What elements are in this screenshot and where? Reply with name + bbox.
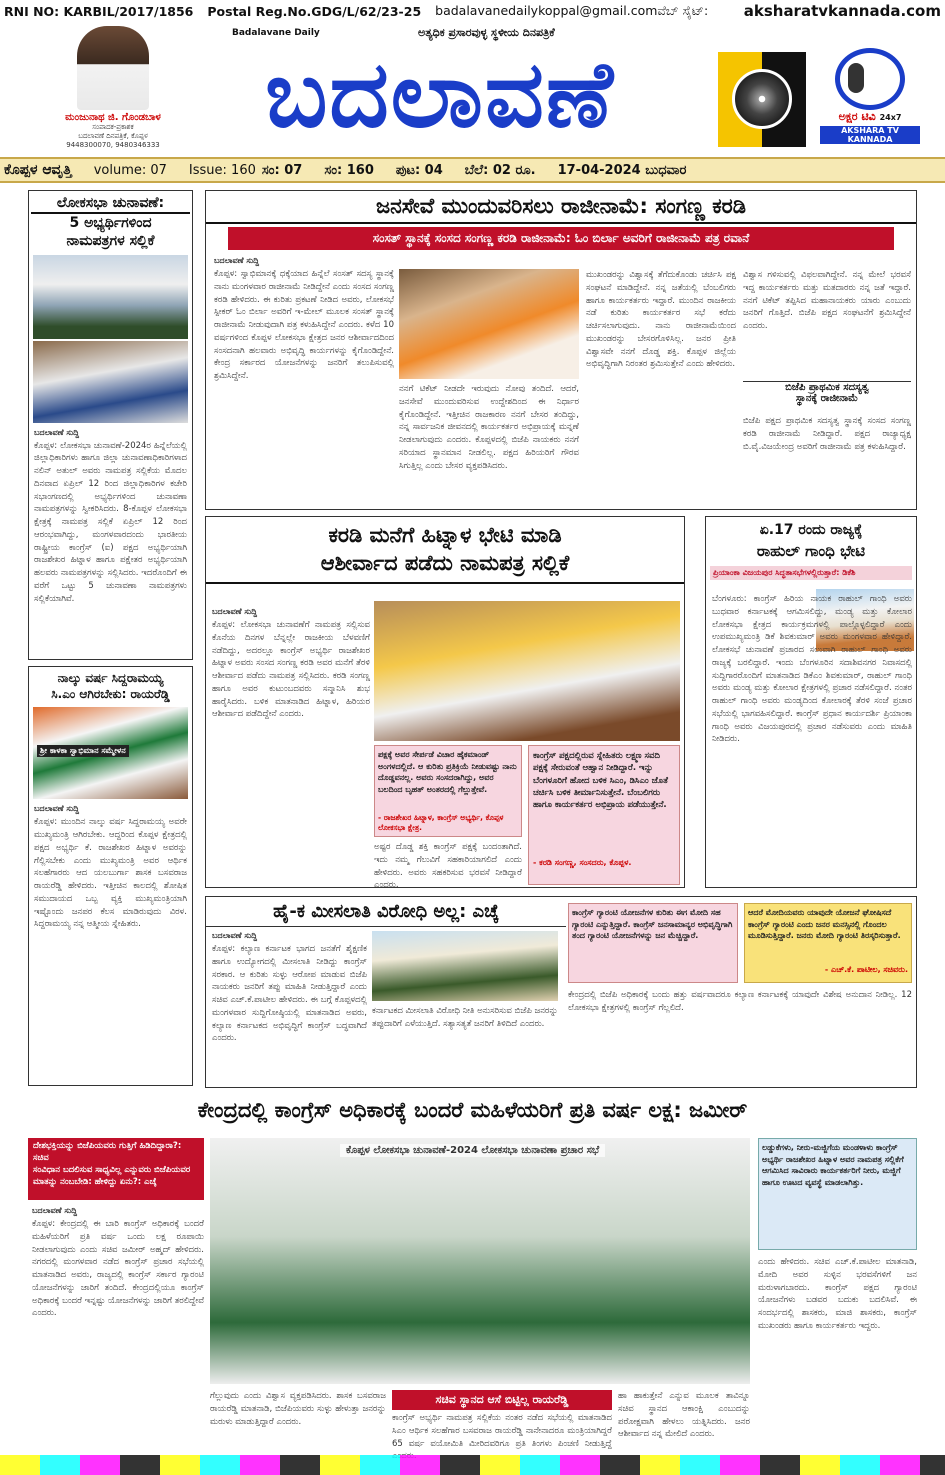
left2-head1: ನಾಲ್ಕು ವರ್ಷ ಸಿದ್ದರಾಮಯ್ಯ — [57, 671, 164, 685]
volume: volume: 07 — [93, 162, 167, 178]
bottom-headline: ಕೇಂದ್ರದಲ್ಲಿ ಕಾಂಗ್ರೆಸ್ ಅಧಿಕಾರಕ್ಕೆ ಬಂದರೆ ಮಹಿಳೆಯರಿಗೆ ಪ್ರತಿ ವರ್ಷ ಲಕ್ಷ: ಜಮೀರ್ — [197, 1098, 748, 1122]
left2-photo — [33, 707, 188, 799]
rahul-head2: ರಾಹುಲ್ ಗಾಂಧಿ ಭೇಟಿ — [756, 541, 866, 560]
sam: ಸಂ: 07 — [261, 162, 303, 178]
hk-quote2-box — [744, 903, 912, 983]
left2-body: ಕೊಪ್ಪಳ: ಮುಂದಿನ ನಾಲ್ಕು ವರ್ಷ ಸಿದ್ದರಾಮಯ್ಯ ಅವರೇ ಮುಖ್ಯಮಂತ್ರಿ ಆಗಿರಬೇಕು. ಆದ್ದರಿಂದ ಕೊಪ್ಪಳ ಕ್ಷೇತ್ರದಲ್ಲಿ ಪಕ್ಷದ ಅಭ್ಯರ್ಥಿ ಕೆ. ರಾಜಶೇಖರ ಹಿಟ್ನಾಳ ಅವರನ್ನು ಗೆಲ್ಲಿಸಬೇಕು ಎಂದು ಮುಖ್ಯಮಂತ್ರಿ ಅವರ ಆರ್ಥಿಕ ಸಲಹೆಗಾರರು ಆದ ಯಲಬುರ್ಗಾ ಶಾಸಕ ಬಸವರಾಜ ರಾಯರೆಡ್ಡಿ ಹೇಳಿದರು. ಇತ್ತೀಚಿನ ಕಾಲದಲ್ಲಿ ಶೋಷಿತ ಸಮುದಾಯದ ಒಬ್ಬ ವ್ಯಕ್ತಿ ಮುಖ್ಯಮಂತ್ರಿಯಾಗಿ ಇಷ್ಟೊಂದು ಜನಪರ ಕೆಲಸ ಮಾಡಿರುವುದು ವಿರಳ. ಸಿದ್ದರಾಮಯ್ಯ ನನ್ನ ಆತ್ಮೀಯ ಸ್ನೇಹಿತರು. — [34, 817, 187, 930]
left1-head1: ಲೋಕಸಭಾ ಚುನಾವಣೆ: — [31, 194, 190, 214]
middle-quote1-by: - ರಾಜಶೇಖರ ಹಿಟ್ನಾಳ, ಕಾಂಗ್ರೆಸ್ ಅಭ್ಯರ್ಥಿ, ಕೊಪ್ಪಳ ಲೋಕಸಭಾ ಕ್ಷೇತ್ರ. — [378, 813, 504, 832]
bottom-sub-head: ಸಚಿವ ಸ್ಥಾನದ ಆಸೆ ಬಿಟ್ಟಿಲ್ಲ ರಾಯರೆಡ್ಡಿ — [392, 1390, 612, 1410]
hk-article — [205, 896, 917, 1088]
bottom-article — [28, 1096, 917, 1451]
edition: ಕೊಪ್ಪಳ ಆವೃತ್ತಿ — [4, 162, 72, 178]
lead-col1: ಕೊಪ್ಪಳ: ಸ್ವಾಭಿಮಾನಕ್ಕೆ ಧಕ್ಕೆಯಾದ ಹಿನ್ನೆಲೆ ಸಂಸತ್ ಸದಸ್ಯ ಸ್ಥಾನಕ್ಕೆ ನಾನು ಮಂಗಳವಾರ ರಾಜೀನಾಮೆ ನೀಡಿದ್ದೇನೆ ಎಂದು ಸಂಸದ ಸಂಗಣ್ಣ ಕರಡಿ ಹೇಳಿದರು. ಈ ಕುರಿತು ಪ್ರಕಟಣೆ ನೀಡಿದ ಅವರು, ಲೋಕಸಭೆ ಸ್ಪೀಕರ್ ಓಂ ಬಿರ್ಲಾ ಅವರಿಗೆ ಇ-ಮೇಲ್ ಮೂಲಕ ಸಂಸತ್ ಸ್ಥಾನಕ್ಕೆ ರಾಜೀನಾಮೆ ನೀಡುವುದಾಗಿ ಪತ್ರ ಕಳುಹಿಸಿದ್ದೇನೆ ಎಂದರು. ಕಳೆದ 10 ವರ್ಷಗಳಿಂದ ಕೊಪ್ಪಳ ಲೋಕಸಭಾ ಕ್ಷೇತ್ರದ ಜನರ ಆಶೀರ್ವಾದದಿಂದ ಸಂಸದನಾಗಿ ಹಲವಾರು ಅಭಿವೃದ್ಧಿ ಕಾರ್ಯಗಳನ್ನು ಕೈಗೊಂಡಿದ್ದೇನೆ. ಕೇಂದ್ರ ಸರ್ಕಾರದ ಯೋಜನೆಗಳನ್ನು ಜನರಿಗೆ ತಲುಪಿಸುವಲ್ಲಿ ಶ್ರಮಿಸಿದ್ದೇನೆ. — [214, 269, 394, 381]
print-color-bar — [0, 1455, 945, 1475]
bottom-caption-body: ಗೆಲ್ಲುವುದು ಎಂದು ವಿಶ್ವಾಸ ವ್ಯಕ್ತಪಡಿಸಿದರು. ಶಾಸಕ ಬಸವರಾಜ ರಾಯರೆಡ್ಡಿ ಮಾತನಾಡಿ, ಬಿಜೆಪಿಯವರು ಸುಳ್ಳು ಹೇಳುತ್ತಾ ಜನರನ್ನು ಮರುಳು ಮಾಡುತ್ತಿದ್ದಾರೆ ಎಂದರು. — [210, 1391, 386, 1427]
middle-head2: ಆಶೀರ್ವಾದ ಪಡೆದು ನಾಮಪತ್ರ ಸಲ್ಲಿಕೆ — [320, 551, 570, 576]
left1-head3: ನಾಮಪತ್ರಗಳ ಸಲ್ಲಿಕೆ — [66, 233, 155, 250]
left-article-nominations — [28, 190, 193, 660]
issue: Issue: 160 — [188, 162, 256, 178]
logo-tagline: ಅತ್ಯಧಿಕ ಪ್ರಸಾರವುಳ್ಳ ಸ್ಥಳೀಯ ದಿನಪತ್ರಿಕೆ — [418, 26, 555, 39]
hk-quote1-box — [568, 903, 738, 983]
lead-col4: ವಿಶ್ವಾಸ ಗಳಿಸುವಲ್ಲಿ ವಿಫಲವಾಗಿದ್ದೇನೆ. ನನ್ನ ಮೇಲೆ ಭರವಸೆ ಇದ್ದ ಕಾರ್ಯಕರ್ತರು ಮತ್ತು ಮತದಾರರು ನನ್ನ ಜತೆ ಇದ್ದಾರೆ. ನನಗೆ ಟಿಕೆಟ್ ತಪ್ಪಿಸಿದ ಮಹಾನಾಯಕರು ಯಾರು ಎಂಬುದು ಜನರಿಗೆ ಗೊತ್ತಿದೆ. ಬಿಜೆಪಿ ಪಕ್ಷದ ಸಂಘಟನೆಗೆ ಶ್ರಮಿಸಿದ್ದೇನೆ ಎಂದರು. — [743, 270, 911, 331]
hk-byline: ಬದಲಾವಣೆ ಸುದ್ದಿ — [212, 931, 258, 940]
compass-emblem — [718, 52, 806, 147]
hk-headline: ಹೈ-ಕ ಮೀಸಲಾತಿ ವಿರೋಧಿ ಅಲ್ಲ: ಎಚ್ಕೆ — [206, 897, 566, 927]
lead-subhead: ಸಂಸತ್ ಸ್ಥಾನಕ್ಕೆ ಸಂಸದ ಸಂಗಣ್ಣ ಕರಡಿ ರಾಜೀನಾಮೆ: ಓಂ ಬಿರ್ಲಾ ಅವರಿಗೆ ರಾಜೀನಾಮೆ ಪತ್ರ ರವಾನೆ — [228, 227, 894, 250]
akshara-tv-logo — [820, 42, 920, 152]
lead-photo — [399, 269, 579, 379]
masthead — [0, 22, 945, 157]
middle-byline: ಬದಲಾವಣೆ ಸುದ್ದಿ — [212, 607, 258, 616]
bottom-right-quote-box — [758, 1138, 917, 1250]
lead-col4b: ಬಿಜೆಪಿ ಪಕ್ಷದ ಪ್ರಾಥಮಿಕ ಸದಸ್ಯತ್ವ ಸ್ಥಾನಕ್ಕೆ ಸಂಸದ ಸಂಗಣ್ಣ ಕರಡಿ ರಾಜೀನಾಮೆ ನೀಡಿದ್ದಾರೆ. ಪಕ್ಷದ ರಾಜ್ಯಾಧ್ಯಕ್ಷ ಬಿ.ವೈ.ವಿಜಯೇಂದ್ರ ಅವರಿಗೆ ರಾಜೀನಾಮೆ ಪತ್ರ ಕಳುಹಿಸಿದ್ದಾರೆ. — [743, 416, 911, 452]
left1-photo-1 — [33, 255, 188, 339]
editor-phone: 9448300070, 9480346333 — [66, 140, 160, 149]
lead-article — [205, 190, 917, 510]
bottom-banner-text: ಕೊಪ್ಪಳ ಲೋಕಸಭಾ ಚುನಾವಣೆ-2024 ಲೋಕಸಭಾ ಚುನಾವಣಾ ಪ್ರಚಾರ ಸಭೆ — [340, 1144, 605, 1157]
editor-photo — [77, 26, 149, 110]
bottom-body: ಕೊಪ್ಪಳ: ಕೇಂದ್ರದಲ್ಲಿ ಈ ಬಾರಿ ಕಾಂಗ್ರೆಸ್ ಅಧಿಕಾರಕ್ಕೆ ಬಂದರೆ ಮಹಿಳೆಯರಿಗೆ ಪ್ರತಿ ವರ್ಷ ಒಂದು ಲಕ್ಷ ರೂಪಾಯಿ ನೀಡಲಾಗುವುದು ಎಂದು ಸಚಿವ ಜಮೀರ್ ಅಹ್ಮದ್ ಹೇಳಿದರು. ನಗರದಲ್ಲಿ ಮಂಗಳವಾರ ನಡೆದ ಕಾಂಗ್ರೆಸ್ ಪ್ರಚಾರ ಸಭೆಯಲ್ಲಿ ಮಾತನಾಡಿದ ಅವರು, ರಾಜ್ಯದಲ್ಲಿ ಕಾಂಗ್ರೆಸ್ ಸರ್ಕಾರ ಗ್ಯಾರಂಟಿ ಯೋಜನೆಗಳನ್ನು ಜಾರಿಗೆ ತಂದಿದೆ. ಕೇಂದ್ರದಲ್ಲಿಯೂ ಕಾಂಗ್ರೆಸ್ ಅಧಿಕಾರಕ್ಕೆ ಬಂದರೆ ಇನ್ನಷ್ಟು ಯೋಜನೆಗಳನ್ನು ಜಾರಿಗೆ ತರಲಿದ್ದೇವೆ ಎಂದರು. — [32, 1219, 204, 1319]
middle-quote1: ಪಕ್ಷಕ್ಕೆ ಅವರ ಸೇರ್ಪಡೆ ವಿಚಾರ ಹೈಕಮಾಂಡ್ ಅಂಗಳದಲ್ಲಿದೆ. ಆ ಕುರಿತು ಪ್ರತಿಕ್ರಿಯೆ ನೀಡುವಷ್ಟು ನಾನು ದೊಡ್ಡವನಲ್ಲ. ಅವರು ಸಂಸದರಾಗಿದ್ದು, ಅವರ ಬಲದಿಂದ ಬೃಹತ್ ಅಂತರದಲ್ಲಿ ಗೆಲ್ಲುತ್ತೇವೆ. — [378, 750, 517, 794]
bottom-points-box — [28, 1138, 204, 1200]
price: ಬೆಲೆ: 02 ರೂ. — [464, 162, 536, 178]
editor-name: ಮಂಜುನಾಥ ಜಿ. ಗೊಂಡಬಾಳ — [65, 112, 161, 123]
atv-english: AKSHARA TV KANNADA — [820, 126, 920, 144]
rni-number: RNI NO: KARBIL/2017/1856 — [4, 3, 194, 19]
edition-info-bar — [0, 157, 945, 183]
atv-name: ಅಕ್ಷರ ಟಿವಿ — [838, 110, 876, 123]
left1-head2: 5 ಅಭ್ಯರ್ಥಿಗಳಿಂದ — [69, 215, 152, 232]
top-info-line — [0, 0, 945, 22]
hk-body2: ಕರ್ನಾಟಕದ ಮೀಸಲಾತಿ ವಿರೋಧಿ ನೀತಿ ಅನುಸರಿಸುವ ಬಿಜೆಪಿ ಜನರನ್ನು ತಪ್ಪುದಾರಿಗೆ ಎಳೆಯುತ್ತಿದೆ. ಸತ್ಯಾಸತ್ಯತೆ ಜನರಿಗೆ ತಿಳಿದಿದೆ ಎಂದರು. — [372, 1006, 558, 1029]
bottom-point1: ದೇಶಭಕ್ತಿಯನ್ನು ಬಿಜೆಪಿಯವರು ಗುತ್ತಿಗೆ ಹಿಡಿದಿದ್ದಾರಾ?: ಸಚಿವ — [33, 1141, 182, 1163]
bottom-byline: ಬದಲಾವಣೆ ಸುದ್ದಿ — [32, 1206, 78, 1215]
editor-photo-box — [58, 26, 168, 161]
lead-headline: ಜನಸೇವೆ ಮುಂದುವರಿಸಲು ರಾಜೀನಾಮೆ: ಸಂಗಣ್ಣ ಕರಡಿ — [206, 191, 916, 224]
website: aksharatvkannada.com — [743, 2, 941, 20]
compass-rose-icon — [732, 69, 792, 129]
lead-byline: ಬದಲಾವಣೆ ಸುದ್ದಿ — [214, 256, 260, 265]
middle-body: ಕೊಪ್ಪಳ: ಲೋಕಸಭಾ ಚುನಾವಣೆಗೆ ನಾಮಪತ್ರ ಸಲ್ಲಿಸುವ ಕೊನೆಯ ದಿನಗಳ ಬೆನ್ನಲ್ಲೇ ರಾಜಕೀಯ ಬೆಳವಣಿಗೆ ನಡೆದಿದ್ದು, ಅದರಲ್ಲೂ ಕಾಂಗ್ರೆಸ್ ಅಭ್ಯರ್ಥಿ ರಾಜಶೇಖರ ಹಿಟ್ನಾಳ ಅವರು ಸಂಸದ ಸಂಗಣ್ಣ ಕರಡಿ ಅವರ ಮನೆಗೆ ತೆರಳಿ ಆಶೀರ್ವಾದ ಪಡೆದು ನಾಮಪತ್ರ ಸಲ್ಲಿಸಿದರು. ಕರಡಿ ಸಂಗಣ್ಣ ಹಾಗೂ ಅವರ ಕುಟುಂಬದವರು ಸನ್ಮಾನಿಸಿ ಶುಭ ಹಾರೈಸಿದರು. ಬಳಿಕ ಮಾತನಾಡಿದ ಹಿಟ್ನಾಳ, ಹಿರಿಯರ ಆಶೀರ್ವಾದ ಪಡೆದಿದ್ದೇನೆ ಎಂದರು. — [212, 620, 370, 720]
middle-col2: ಅಷ್ಟರ ದೊಡ್ಡ ಶಕ್ತಿ ಕಾಂಗ್ರೆಸ್ ಪಕ್ಷಕ್ಕೆ ಬಂದಂತಾಗಿದೆ. ಇದು ನಮ್ಮ ಗೆಲುವಿಗೆ ಸಹಕಾರಿಯಾಗಲಿದೆ ಎಂದು ಹೇಳಿದರು. ಅವರು ಸಹಕರಿಸುವ ಭರವಸೆ ನೀಡಿದ್ದಾರೆ ಎಂದರು. — [374, 842, 522, 891]
rahul-article — [705, 516, 917, 888]
left2-byline: ಬದಲಾವಣೆ ಸುದ್ದಿ — [34, 804, 80, 814]
rahul-strip: ಪ್ರಿಯಾಂಕಾ ವಿಜಯಪುರ ಸಿದ್ಧತಾಸಭೆಗಳಲ್ಲಿರುತ್ತಾರೆ: ಡಿಕೆಶಿ — [710, 566, 912, 580]
email: badalavanedailykoppal@gmail.comವೆಬ್ ಸೈಟ್: — [435, 3, 709, 18]
bottom-photo — [210, 1138, 750, 1384]
atv-badge: 24x7 — [879, 113, 902, 122]
page-number: ಪುಟ: 04 — [395, 162, 443, 178]
middle-quote1-box — [374, 745, 522, 837]
date: 17-04-2024 ಬುಧವಾರ — [557, 162, 687, 178]
lead-col2: ನನಗೆ ಟಿಕೆಟ್ ನೀಡದೇ ಇರುವುದು ನೋವು ತಂದಿದೆ. ಆದರೆ, ಜನಸೇವೆ ಮುಂದುವರಿಸುವ ಉದ್ದೇಶದಿಂದ ಈ ನಿರ್ಧಾರ ಕೈಗೊಂಡಿದ್ದೇನೆ. ಇತ್ತೀಚಿನ ರಾಜಕಾರಣ ನನಗೆ ಬೇಸರ ತಂದಿದ್ದು, ನನ್ನ ಸಾರ್ವಜನಿಕ ಜೀವನದಲ್ಲಿ ಕಾರ್ಯಕರ್ತರ ಅಭಿಪ್ರಾಯಕ್ಕೆ ಮನ್ನಣೆ ನೀಡಲಾಗುವುದು ಎಂದರು. ಕೊಪ್ಪಳದಲ್ಲಿ ಬಿಜೆಪಿ ನಾಯಕರು ನನಗೆ ಸರಿಯಾದ ಸ್ಥಾನಮಾನ ನೀಡಲಿಲ್ಲ. ಪಕ್ಷದ ಹಿರಿಯರಿಗೆ ಗೌರವ ಸಿಗುತ್ತಿಲ್ಲ ಎಂದು ಬೇಸರ ವ್ಯಕ್ತಪಡಿಸಿದರು. — [399, 384, 579, 471]
rahul-body: ಬೆಂಗಳೂರು: ಕಾಂಗ್ರೆಸ್ ಹಿರಿಯ ನಾಯಕ ರಾಹುಲ್ ಗಾಂಧಿ ಅವರು ಬುಧವಾರ ಕರ್ನಾಟಕಕ್ಕೆ ಆಗಮಿಸಲಿದ್ದು, ಮಂಡ್ಯ ಮತ್ತು ಕೋಲಾರ ಲೋಕಸಭಾ ಕ್ಷೇತ್ರದ ಕಾರ್ಯಕ್ರಮಗಳಲ್ಲಿ ಪಾಲ್ಗೊಳ್ಳಲಿದ್ದಾರೆ ಎಂದು ಉಪಮುಖ್ಯಮಂತ್ರಿ ಡಿಕೆ ಶಿವಕುಮಾರ್ ಅವರು ಮಂಗಳವಾರ ಹೇಳಿದ್ದಾರೆ. ಲೋಕಸಭೆ ಚುನಾವಣೆ ಪ್ರಚಾರದ ಸಲುವಾಗಿ ರಾಹುಲ್ ಗಾಂಧಿ ಅವರು ರಾಜ್ಯಕ್ಕೆ ಬರಲಿದ್ದಾರೆ. ಇಂದು ಬೆಂಗಳೂರಿನ ಸದಾಶಿವನಗರ ನಿವಾಸದಲ್ಲಿ ಸುದ್ದಿಗಾರರೊಂದಿಗೆ ಮಾತನಾಡಿದ ಡಿಕೆಎಂ ಶಿವಕುಮಾರ್, ರಾಹುಲ್ ಗಾಂಧಿ ಅವರು ಮಂಡ್ಯ ಮತ್ತು ಕೋಲಾರ ಕ್ಷೇತ್ರಗಳಲ್ಲಿ ಪ್ರಚಾರ ನಡೆಸಲಿದ್ದಾರೆ. ನಂತರ ರಾಹುಲ್ ಗಾಂಧಿ ಅವರು ಮಂಡ್ಯದಿಂದ ಕೋಲಾರಕ್ಕೆ ತೆರಳಿ ಸಂಜೆ ಪ್ರಚಾರ ಸಭೆಯಲ್ಲಿ ಭಾಗವಹಿಸಲಿದ್ದಾರೆ. ಕಾಂಗ್ರೆಸ್ ಪ್ರಧಾನ ಕಾರ್ಯದರ್ಶಿ ಪ್ರಿಯಾಂಕಾ ಗಾಂಧಿ ಅವರು ವಿಜಯಪುರದಲ್ಲಿ ಪ್ರಚಾರ ನಡೆಸುವರು ಎಂದು ಮಾಹಿತಿ ನೀಡಿದರು. — [712, 594, 912, 745]
sanchike: ಸಂ: 160 — [324, 162, 374, 178]
hk-photo — [372, 931, 558, 1001]
middle-quote2-box — [528, 745, 680, 885]
rahul-head1: ಏ.17 ರಂದು ರಾಜ್ಯಕ್ಕೆ — [759, 522, 863, 538]
hk-body3: ಕೇಂದ್ರದಲ್ಲಿ ಬಿಜೆಪಿ ಅಧಿಕಾರಕ್ಕೆ ಬಂದು ಹತ್ತು ವರ್ಷವಾದರೂ ಕಲ್ಯಾಣ ಕರ್ನಾಟಕಕ್ಕೆ ಯಾವುದೇ ವಿಶೇಷ ಅನುದಾನ ನೀಡಿಲ್ಲ. 12 ಲೋಕಸಭಾ ಕ್ಷೇತ್ರಗಳಲ್ಲಿ ಕಾಂಗ್ರೆಸ್ ಗೆಲ್ಲಲಿದೆ. — [568, 990, 912, 1013]
newspaper-title: ಬದಲಾವಣೆ — [265, 41, 615, 148]
bottom-point2: ಸಂವಿಧಾನ ಬದಲಿಸುವ ಸಾಧ್ಯವಿಲ್ಲ ಎನ್ನುವರು ಬಿಜೆಪಿಯವರ ಮಾತನ್ನು ನಂಬಬೇಡಿ: ಹೇಳಿದ್ದು ಏನು?: ಎಚ್ಕೆ — [33, 1164, 191, 1187]
microphone-icon — [835, 48, 905, 110]
lead-box-title2: ಸ್ಥಾನಕ್ಕೆ ರಾಜೀನಾಮೆ — [795, 393, 859, 404]
bottom-right-quote: ಲಡ್ಡುಕೆಗಳು, ನೀರು-ಮಜ್ಜಿಗೆಯ ಮಂಡಳಾಳು ಕಾಂಗ್ರೆಸ್ ಅಭ್ಯರ್ಥಿ ರಾಜಶೇಖರ ಹಿಟ್ನಾಳ ಅವರ ನಾಮಪತ್ರ ಸಲ್ಲಿಕೆಗೆ ಆಗಮಿಸಿದ ಸಾವಿರಾರು ಕಾರ್ಯಕರ್ತರಿಗೆ ನೀರು, ಮಜ್ಜಿಗೆ ಹಾಗೂ ಊಟದ ವ್ಯವಸ್ಥೆ ಮಾಡಲಾಗಿತ್ತು. — [762, 1143, 904, 1187]
lead-box-title1: ಬಿಜೆಪಿ ಪ್ರಾಥಮಿಕ ಸದಸ್ಯತ್ವ — [785, 382, 869, 393]
bottom-right-body: ಎಂದು ಹೇಳಿದರು. ಸಚಿವ ಎಚ್.ಕೆ.ಪಾಟೀಲ ಮಾತನಾಡಿ, ಮೋದಿ ಅವರ ಸುಳ್ಳಿನ ಭರವಸೆಗಳಿಗೆ ಜನ ಮರುಳಾಗಬಾರದು. ಕಾಂಗ್ರೆಸ್ ಪಕ್ಷದ ಗ್ಯಾರಂಟಿ ಯೋಜನೆಗಳು ಬಡವರ ಬದುಕು ಬದಲಿಸಿವೆ. ಈ ಸಂದರ್ಭದಲ್ಲಿ ಶಾಸಕರು, ಮಾಜಿ ಶಾಸಕರು, ಕಾಂಗ್ರೆಸ್ ಮುಖಂಡರು ಹಾಗೂ ಕಾರ್ಯಕರ್ತರು ಇದ್ದರು. — [758, 1257, 917, 1331]
hk-body: ಕೊಪ್ಪಳ: ಕಲ್ಯಾಣ ಕರ್ನಾಟಕ ಭಾಗದ ಜನತೆಗೆ ಶೈಕ್ಷಣಿಕ ಹಾಗೂ ಉದ್ಯೋಗದಲ್ಲಿ ಮೀಸಲಾತಿ ನೀಡಿದ್ದು ಕಾಂಗ್ರೆಸ್ ಸರಕಾರ. ಆ ಕುರಿತು ಸುಳ್ಳು ಆರೋಪ ಮಾಡುವ ಬಿಜೆಪಿ ನಾಯಕರು ಜನರಿಗೆ ತಪ್ಪು ಮಾಹಿತಿ ನೀಡುತ್ತಿದ್ದಾರೆ ಎಂದು ಸಚಿವ ಎಚ್.ಕೆ.ಪಾಟೀಲ ಹೇಳಿದರು. ಈ ಬಗ್ಗೆ ಕೊಪ್ಪಳದಲ್ಲಿ ಮಂಗಳವಾರ ಸುದ್ದಿಗೋಷ್ಠಿಯಲ್ಲಿ ಮಾತನಾಡಿದ ಅವರು, ಕಲ್ಯಾಣ ಕರ್ನಾಟಕದ ಅಭಿವೃದ್ಧಿಗೆ ಕಾಂಗ್ರೆಸ್ ಬದ್ಧವಾಗಿದೆ ಎಂದರು. — [212, 944, 367, 1044]
left1-byline: ಬದಲಾವಣೆ ಸುದ್ದಿ — [34, 427, 80, 437]
lead-col3: ಮುಖಂಡರನ್ನು ವಿಶ್ವಾಸಕ್ಕೆ ತೆಗೆದುಕೊಂಡು ಚರ್ಚಿಸಿ ಪಕ್ಷ ಸಂಘಟನೆ ಮಾಡಿದ್ದೇನೆ. ನನ್ನ ಜತೆಯಲ್ಲಿ ಬೆಂಬಲಿಗರು ಹಾಗೂ ಕಾರ್ಯಕರ್ತರು ಇದ್ದಾರೆ. ಮುಂದಿನ ರಾಜಕೀಯ ನಡೆ ಕುರಿತು ಕಾರ್ಯಕರ್ತರ ಸಭೆ ಕರೆದು ಚರ್ಚಿಸಲಾಗುವುದು. ನಾನು ರಾಜೀನಾಮೆಯಿಂದ ಮುಖಂಡರನ್ನು ಬೇಸರಗೊಳಿಸಿಲ್ಲ. ಜನರ ಪ್ರೀತಿ ವಿಶ್ವಾಸವೇ ನನಗೆ ದೊಡ್ಡ ಶಕ್ತಿ. ಕೊಪ್ಪಳ ಜಿಲ್ಲೆಯ ಅಭಿವೃದ್ಧಿಗಾಗಿ ನಿರಂತರ ಶ್ರಮಿಸುತ್ತೇನೆ ಎಂದು ಹೇಳಿದರು. — [586, 270, 736, 370]
editor-address: ಬದಲಾವಣೆ ದಿನಪತ್ರಿಕೆ, ಕೊಪ್ಪಳ — [78, 131, 148, 140]
left-article-siddaramaiah — [28, 666, 193, 1086]
postal-reg: Postal Reg.No.GDG/L/62/23-25 — [207, 3, 422, 19]
hk-quote2: ಆದರೆ ಮೋದಿಯವರು ಯಾವುದೇ ಯೋಜನೆ ಘೋಷಿಸದೆ ಕಾಂಗ್ರೆಸ್ ಗ್ಯಾರಂಟಿ ಎಂದು ಜನರ ಮನಸ್ಸಿನಲ್ಲಿ ಗೊಂದಲ ಮೂಡಿಸುತ್ತಿದ್ದಾರೆ. ಜನರು ಮೋದಿ ಗ್ಯಾರಂಟಿ ತಿರಸ್ಕರಿಸುತ್ತಾರೆ. — [748, 908, 901, 941]
bottom-sub-body2: ಹಾ ಹಾಕುತ್ತೇನೆ ಎನ್ನುವ ಮೂಲಕ ತಾವಿನ್ನೂ ಸಚಿವ ಸ್ಥಾನದ ಆಕಾಂಕ್ಷಿ ಎಂಬುದನ್ನು ಪರೋಕ್ಷವಾಗಿ ಹೇಳಲು ಯತ್ನಿಸಿದರು. ಜನರ ಆಶೀರ್ವಾದ ನನ್ನ ಮೇಲಿದೆ ಎಂದರು. — [618, 1391, 750, 1440]
bottom-sub-body: ಕಾಂಗ್ರೆಸ್ ಅಭ್ಯರ್ಥಿ ನಾಮಪತ್ರ ಸಲ್ಲಿಕೆಯ ನಂತರ ನಡೆದ ಸಭೆಯಲ್ಲಿ ಮಾತನಾಡಿದ ಸಿಎಂ ಆರ್ಥಿಕ ಸಲಹೆಗಾರ ಬಸವರಾಜ ರಾಯರೆಡ್ಡಿ ನಾನೇನಾದರೂ ಮಂತ್ರಿಯಾಗಿದ್ದರೆ 65 ವರ್ಷ ವಯೋಮಿತಿ ಮೀರಿದವರಿಗೂ ಪ್ರತಿ ತಿಂಗಳು ಪಿಂಚಣಿ ನೀಡುತ್ತಿದ್ದೆ — [392, 1413, 612, 1449]
hitnal-article — [205, 516, 685, 891]
hk-quote1: ಕಾಂಗ್ರೆಸ್ ಗ್ಯಾರಂಟಿ ಯೋಜನೆಗಳ ಕುರಿತು ಈಗ ಮೋದಿ ಸಹ ಗ್ಯಾರಂಟಿ ಎನ್ನುತ್ತಿದ್ದಾರೆ. ಕಾಂಗ್ರೆಸ್ ಜನಸಾಮಾನ್ಯರ ಅಭಿವೃದ್ಧಿಗಾಗಿ ತಂದ ಗ್ಯಾರಂಟಿ ಯೋಜನೆಗಳನ್ನು ಜನ ಮೆಚ್ಚಿದ್ದಾರೆ. — [572, 908, 733, 941]
middle-quote2: ಕಾಂಗ್ರೆಸ್ ಪಕ್ಷದಲ್ಲಿರುವ ಸ್ನೇಹಿತರು ಲಕ್ಷ್ಮಣ ಸವದಿ ಪಕ್ಷಕ್ಕೆ ಸೇರುವಂತೆ ಆಹ್ವಾನ ನೀಡಿದ್ದಾರೆ. ಇನ್ನು ಬೆಂಗಳೂರಿಗೆ ಹೋದ ಬಳಿಕ ಸಿಎಂ, ಡಿಸಿಎಂ ಜೊತೆ ಚರ್ಚಿಸಿ ಬಳಿಕ ತೀರ್ಮಾನಿಸುತ್ತೇನೆ. ಬೆಂಬಲಿಗರು ಹಾಗೂ ಕಾರ್ಯಕರ್ತರ ಅಭಿಪ್ರಾಯ ಪಡೆಯುತ್ತೇನೆ. — [533, 751, 668, 811]
middle-head1: ಕರಡಿ ಮನೆಗೆ ಹಿಟ್ನಾಳ ಭೇಟಿ ಮಾಡಿ — [328, 523, 562, 547]
hk-quote2-by: - ಎಚ್.ಕೆ. ಪಾಟೀಲ, ಸಚಿವರು. — [824, 965, 908, 974]
left1-body: ಕೊಪ್ಪಳ: ಲೋಕಸಭಾ ಚುನಾವಣೆ-2024ರ ಹಿನ್ನೆಲೆಯಲ್ಲಿ ಜಿಲ್ಲಾಧಿಕಾರಿಗಳು ಹಾಗೂ ಜಿಲ್ಲಾ ಚುನಾವಣಾಧಿಕಾರಿಗಳಾದ ನಲಿನ್ ಅತುಲ್ ಅವರು ನಾಮಪತ್ರ ಸಲ್ಲಿಕೆಯ ಮೊದಲ ದಿನವಾದ ಏಪ್ರಿಲ್ 12 ರಿಂದ ಜಿಲ್ಲಾಧಿಕಾರಿಗಳ ಕಚೇರಿ ಸಭಾಂಗಣದಲ್ಲಿ ಅಭ್ಯರ್ಥಿಗಳಿಂದ ಚುನಾವಣಾ ನಾಮಪತ್ರಗಳನ್ನು ಸ್ವೀಕರಿಸಿದರು. 8-ಕೊಪ್ಪಳ ಲೋಕಸಭಾ ಕ್ಷೇತ್ರಕ್ಕೆ ನಾಮಪತ್ರ ಸಲ್ಲಿಕೆ ಏಪ್ರಿಲ್ 12 ರಿಂದ ಆರಂಭವಾಗಿದ್ದು, ಮಂಗಳವಾರದಂದು ಭಾರತೀಯ ರಾಷ್ಟ್ರೀಯ ಕಾಂಗ್ರೆಸ್ (ಐ) ಪಕ್ಷದ ಅಭ್ಯರ್ಥಿಯಾಗಿ ರಾಜಶೇಖರ ಹಿಟ್ನಾಳ ಹಾಗೂ ಪಕ್ಷೇತರ ಅಭ್ಯರ್ಥಿಯಾಗಿ ಹಲವರು ನಾಮಪತ್ರಗಳನ್ನು ಸಲ್ಲಿಸಿದರು. ಇದರೊಂದಿಗೆ ಈ ವರೆಗೆ ಒಟ್ಟು 5 ಚುನಾವಣಾ ನಾಮಪತ್ರಗಳು ಸಲ್ಲಿಕೆಯಾಗಿವೆ. — [34, 440, 187, 604]
left1-photo-2 — [33, 341, 188, 423]
logo-subtitle: Badalavane Daily — [232, 28, 320, 38]
editor-role: ಸಂಪಾದಕ-ಪ್ರಕಾಶಕ — [92, 123, 134, 131]
newspaper-logo — [170, 22, 710, 157]
left2-banner-text: ಶ್ರೀ ಕಾಳಕಾ ಸ್ವಾಭಿಮಾನ ಸಮ್ಮೇಳನ — [37, 745, 129, 757]
middle-quote2-by: - ಕರಡಿ ಸಂಗಣ್ಣ, ಸಂಸದರು, ಕೊಪ್ಪಳ. — [533, 858, 632, 867]
left2-head2: ಸಿ.ಎಂ ಆಗಿರಬೇಕು: ರಾಯರೆಡ್ಡಿ — [51, 687, 170, 702]
middle-photo — [374, 601, 680, 741]
